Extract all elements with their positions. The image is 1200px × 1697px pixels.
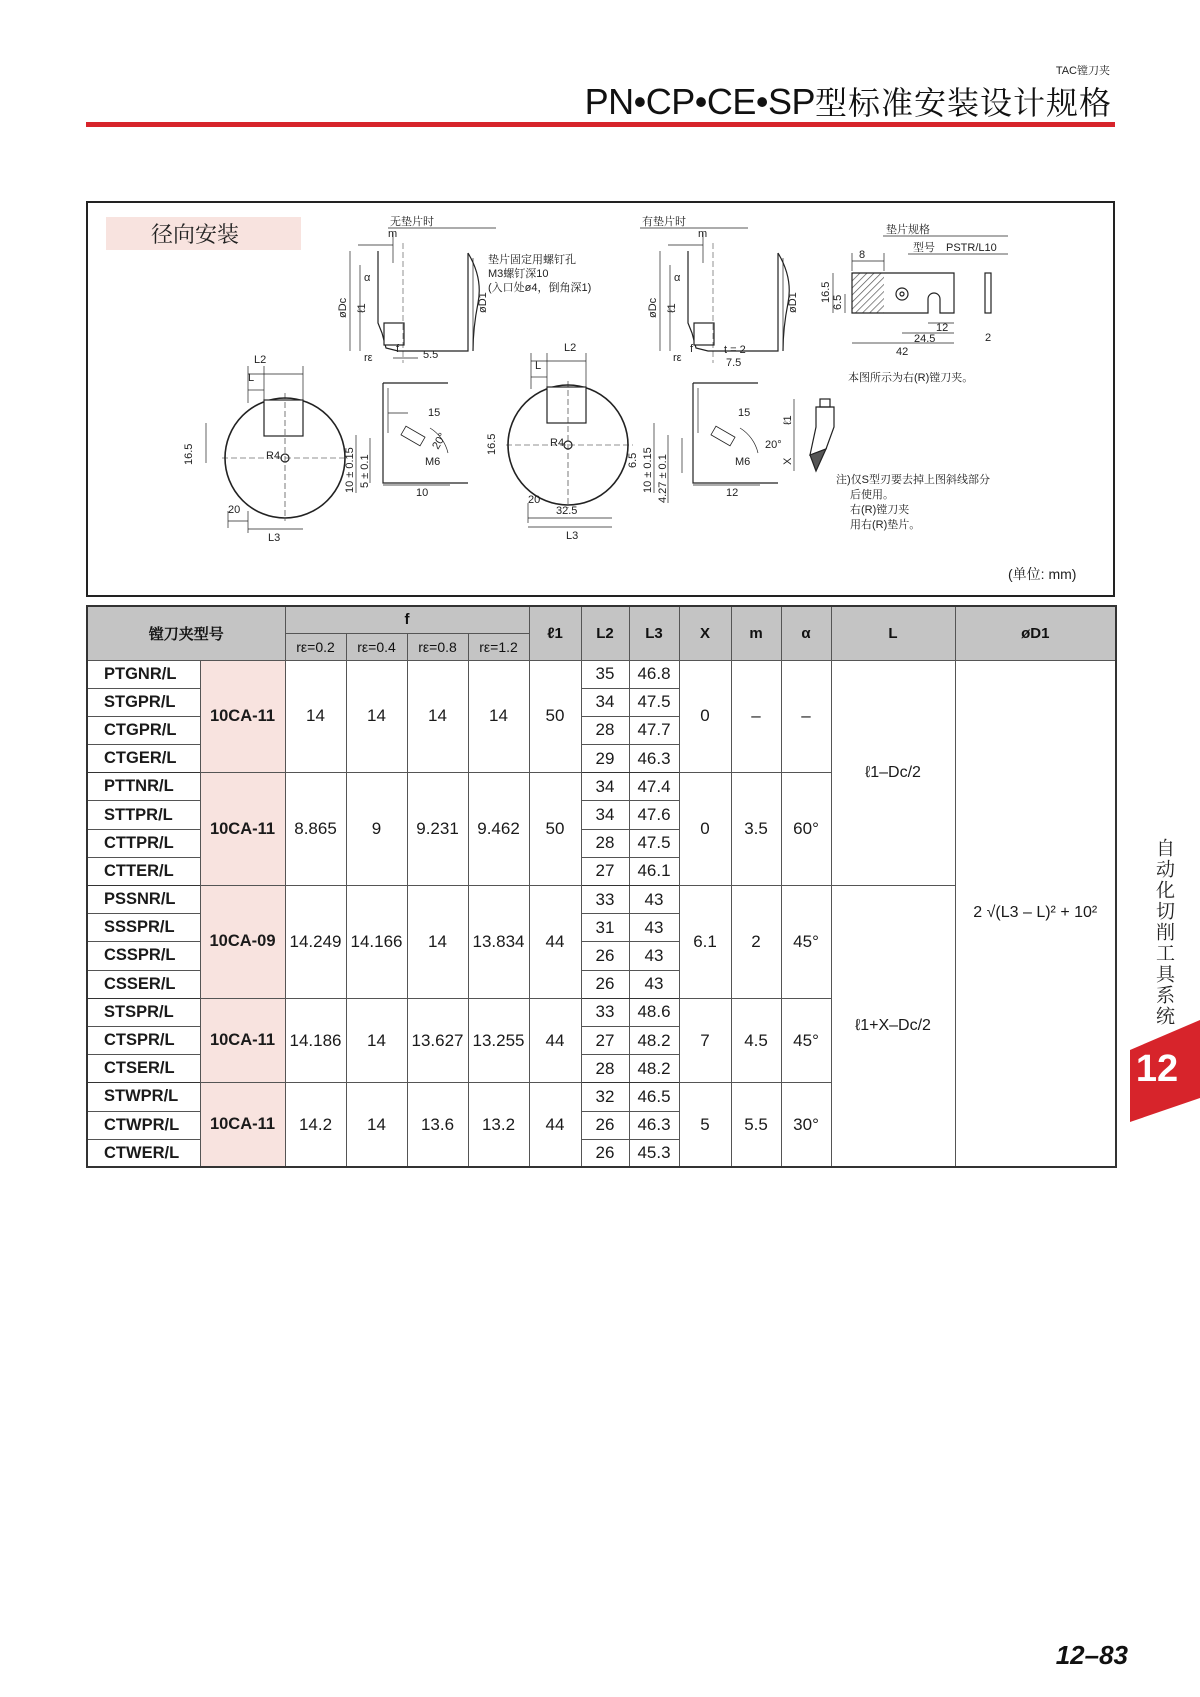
dim-L3-right: L3: [566, 530, 579, 542]
th-f: f: [285, 606, 529, 633]
dim-6.5: 6.5: [627, 452, 639, 468]
dim-10tol: 10 ± 0.15: [344, 447, 356, 493]
cell-f-re02: 14: [285, 660, 346, 773]
cell-f-re04: 14: [346, 660, 407, 773]
dim-16.5-right: 16.5: [486, 433, 498, 455]
cell-model: PTTNR/L: [87, 773, 200, 801]
shim-model-value: PSTR/L10: [946, 242, 997, 254]
dim-20-right: 20: [528, 494, 541, 506]
th-D1: øD1: [955, 606, 1116, 660]
cell-L2: 32: [581, 1083, 629, 1111]
th-re08: rε=0.8: [407, 633, 468, 660]
cell-f-re12: 14: [468, 660, 529, 773]
screw-note-2: M3螺钉深10: [488, 268, 549, 280]
th-l1: ℓ1: [529, 606, 581, 660]
dim-D1-left: øD1: [477, 292, 489, 313]
cell-L3: 46.8: [629, 660, 679, 688]
cell-L3: 48.2: [629, 1055, 679, 1083]
cell-L-formula-2: ℓ1+X–Dc/2: [831, 886, 955, 1168]
cell-L2: 28: [581, 716, 629, 744]
cell-model: CTWPR/L: [87, 1111, 200, 1139]
cell-L2: 27: [581, 1026, 629, 1054]
cell-X: 0: [679, 660, 731, 773]
cell-model: CTSPR/L: [87, 1026, 200, 1054]
cell-X: 7: [679, 998, 731, 1083]
dim-Dc-left: øDc: [337, 297, 349, 318]
dim-20deg-left: 20°: [430, 431, 449, 452]
cell-f-re04: 14: [346, 1083, 407, 1168]
cell-L2: 31: [581, 914, 629, 942]
table-row: [87, 660, 1116, 688]
dim-5tol: 5 ± 0.1: [359, 454, 371, 488]
dim-32.5: 32.5: [556, 505, 578, 517]
front-view-right: [506, 353, 633, 527]
shim-dim-6.5: 6.5: [832, 294, 844, 310]
cell-model: CTTER/L: [87, 857, 200, 885]
cell-f-re08: 14: [407, 886, 468, 999]
note-1: 注)仅S型刃要去掉上图斜线部分: [836, 474, 990, 486]
cell-L3: 46.1: [629, 857, 679, 885]
th-L: L: [831, 606, 955, 660]
cell-f-re08: 9.231: [407, 773, 468, 886]
cell-f-re02: 14.186: [285, 998, 346, 1083]
cell-L2: 26: [581, 1111, 629, 1139]
cell-alpha: 45°: [781, 998, 831, 1083]
dim-re-right: rε: [673, 352, 682, 364]
cell-m: 4.5: [731, 998, 781, 1083]
cell-L2: 29: [581, 745, 629, 773]
dim-12-right: 12: [726, 487, 739, 499]
cell-insert: 10CA-09: [200, 886, 285, 999]
th-X: X: [679, 606, 731, 660]
cell-L3: 43: [629, 970, 679, 998]
page-title: [585, 78, 1112, 124]
dim-L2-right: L2: [564, 342, 577, 354]
cell-l1: 50: [529, 773, 581, 886]
cell-L2: 26: [581, 970, 629, 998]
th-re12: rε=1.2: [468, 633, 529, 660]
dim-re-left: rε: [364, 352, 373, 364]
cell-model: CTGPR/L: [87, 716, 200, 744]
cell-model: CTTPR/L: [87, 829, 200, 857]
cell-model: STSPR/L: [87, 998, 200, 1026]
dim-5.5: 5.5: [423, 349, 439, 361]
dim-10tol-right: 10 ± 0.15: [642, 447, 654, 493]
header-rule: [86, 122, 1115, 127]
cell-l1: 50: [529, 660, 581, 773]
cell-m: 5.5: [731, 1083, 781, 1168]
installation-diagram-svg: [88, 203, 1113, 595]
insert-side-drawing: [794, 399, 834, 471]
cell-L3: 47.5: [629, 829, 679, 857]
shim-dim-2: 2: [985, 332, 992, 344]
shim-dim-8: 8: [859, 249, 866, 261]
right-note: 本图所示为右(R)镗刀夹。: [848, 372, 974, 384]
cell-l1: 44: [529, 1083, 581, 1168]
cell-L2: 34: [581, 801, 629, 829]
shim-spec-title: 垫片规格: [886, 224, 930, 236]
cell-L3: 43: [629, 886, 679, 914]
cell-alpha: 30°: [781, 1083, 831, 1168]
cell-model: CTWER/L: [87, 1139, 200, 1167]
page-title-cn: 型标准安装设计规格: [814, 85, 1112, 121]
dim-m-right: m: [698, 228, 708, 240]
dim-Dc-right: øDc: [647, 297, 659, 318]
cell-f-re04: 9: [346, 773, 407, 886]
cell-f-re12: 13.834: [468, 886, 529, 999]
dim-l1-right: ℓ1: [666, 303, 678, 313]
note-2: 后使用。: [850, 489, 894, 501]
cell-L2: 35: [581, 660, 629, 688]
cell-L2: 28: [581, 829, 629, 857]
cell-insert: 10CA-11: [200, 773, 285, 886]
dim-16.5-left: 16.5: [183, 443, 195, 465]
note-3: 右(R)镗刀夹: [850, 504, 910, 516]
cell-L2: 34: [581, 773, 629, 801]
screw-note-1: 垫片固定用螺钉孔: [488, 254, 576, 266]
side-section-label: 自动化切削工具系统: [1153, 838, 1175, 1027]
dim-15-left: 15: [428, 407, 441, 419]
unit-note: (单位: mm): [1008, 566, 1077, 582]
cell-m: 2: [731, 886, 781, 999]
dim-7.5: 7.5: [726, 357, 742, 369]
installation-diagram: [86, 201, 1115, 597]
dim-alpha-left: α: [364, 272, 371, 284]
cell-model: PSSNR/L: [87, 886, 200, 914]
th-re02: rε=0.2: [285, 633, 346, 660]
cell-f-re08: 13.627: [407, 998, 468, 1083]
cell-model: STGPR/L: [87, 688, 200, 716]
cell-L3: 46.5: [629, 1083, 679, 1111]
cell-f-re08: 14: [407, 660, 468, 773]
cell-L2: 34: [581, 688, 629, 716]
cell-alpha: 60°: [781, 773, 831, 886]
cell-L2: 27: [581, 857, 629, 885]
cell-model: STWPR/L: [87, 1083, 200, 1111]
th-holder: 镗刀夹型号: [87, 606, 285, 660]
dim-alpha-right: α: [674, 272, 681, 284]
cell-alpha: 45°: [781, 886, 831, 999]
cell-model: PTGNR/L: [87, 660, 200, 688]
cell-L3: 48.2: [629, 1026, 679, 1054]
side-chapter-number: 12: [1135, 1048, 1179, 1090]
cell-insert: 10CA-11: [200, 660, 285, 773]
cell-L2: 28: [581, 1055, 629, 1083]
cell-L3: 45.3: [629, 1139, 679, 1167]
cell-L3: 43: [629, 914, 679, 942]
dim-20-left: 20: [228, 504, 241, 516]
section-title: 径向安装: [151, 222, 240, 247]
dim-15-right: 15: [738, 407, 751, 419]
th-alpha: α: [781, 606, 831, 660]
shim-dim-16.5: 16.5: [820, 281, 832, 303]
shim-drawing: [833, 253, 991, 343]
cell-D1-formula: 2 √(L3 – L)² + 10²: [955, 660, 1116, 1167]
cell-f-re12: 13.2: [468, 1083, 529, 1168]
dim-f-right: f: [690, 343, 694, 355]
dim-D1-right: øD1: [787, 292, 799, 313]
dim-L-left: L: [248, 372, 255, 384]
cell-L3: 46.3: [629, 1111, 679, 1139]
note-4: 用右(R)垫片。: [850, 519, 921, 531]
cell-L2: 26: [581, 1139, 629, 1167]
cell-model: CTGER/L: [87, 745, 200, 773]
cell-model: CSSPR/L: [87, 942, 200, 970]
cell-f-re02: 14.2: [285, 1083, 346, 1168]
dim-L-right: L: [535, 360, 542, 372]
dim-R4-right: R4: [550, 437, 565, 449]
cell-alpha: –: [781, 660, 831, 773]
cell-L2: 33: [581, 886, 629, 914]
cell-model: SSSPR/L: [87, 914, 200, 942]
cell-f-re02: 8.865: [285, 773, 346, 886]
cell-X: 0: [679, 773, 731, 886]
dim-l1-left: ℓ1: [356, 303, 368, 313]
cell-X: 6.1: [679, 886, 731, 999]
cell-L2: 33: [581, 998, 629, 1026]
th-L2: L2: [581, 606, 629, 660]
screw-note-3: (入口处ø4，倒角深1): [488, 282, 592, 294]
cell-l1: 44: [529, 998, 581, 1083]
cell-f-re02: 14.249: [285, 886, 346, 999]
cell-insert: 10CA-11: [200, 998, 285, 1083]
cell-insert: 10CA-11: [200, 1083, 285, 1168]
dim-t2: t = 2: [724, 344, 746, 356]
dim-m-left: m: [388, 228, 398, 240]
cell-l1: 44: [529, 886, 581, 999]
label-without-shim: 无垫片时: [390, 216, 434, 228]
cell-L3: 47.7: [629, 716, 679, 744]
cell-L3: 47.6: [629, 801, 679, 829]
cell-f-re12: 13.255: [468, 998, 529, 1083]
shim-model-label: 型号: [913, 242, 935, 254]
th-m: m: [731, 606, 781, 660]
dim-R4-left: R4: [266, 450, 281, 462]
dim-4.27tol: 4.27 ± 0.1: [657, 454, 669, 503]
dim-f-left: f: [396, 343, 400, 355]
insert-dim-X: X: [782, 457, 794, 465]
cell-m: 3.5: [731, 773, 781, 886]
shim-dim-42: 42: [896, 346, 909, 358]
insert-dim-20deg: 20°: [765, 439, 782, 451]
cell-f-re04: 14: [346, 998, 407, 1083]
cell-L3: 43: [629, 942, 679, 970]
dim-M6-right: M6: [735, 456, 751, 468]
dim-L2-left: L2: [254, 354, 267, 366]
page-number: 12–83: [1055, 1640, 1128, 1670]
cell-L2: 26: [581, 942, 629, 970]
spec-table: [86, 605, 1117, 1168]
cell-L3: 48.6: [629, 998, 679, 1026]
cell-f-re04: 14.166: [346, 886, 407, 999]
cell-f-re12: 9.462: [468, 773, 529, 886]
cell-f-re08: 13.6: [407, 1083, 468, 1168]
cell-L-formula-1: ℓ1–Dc/2: [831, 660, 955, 886]
th-L3: L3: [629, 606, 679, 660]
cell-L3: 47.5: [629, 688, 679, 716]
shim-dim-24.5: 24.5: [914, 333, 936, 345]
label-with-shim: 有垫片时: [642, 216, 686, 228]
cell-X: 5: [679, 1083, 731, 1168]
dim-M6-left: M6: [425, 456, 441, 468]
dim-10-left: 10: [416, 487, 429, 499]
insert-dim-l1: ℓ1: [782, 415, 794, 425]
cell-model: STTPR/L: [87, 801, 200, 829]
header-category: TAC镗刀夹: [1055, 65, 1110, 77]
th-re04: rε=0.4: [346, 633, 407, 660]
cell-L3: 46.3: [629, 745, 679, 773]
cell-m: –: [731, 660, 781, 773]
page-title-latin: PN•CP•CE•SP: [584, 81, 815, 122]
cell-L3: 47.4: [629, 773, 679, 801]
cell-model: CTSER/L: [87, 1055, 200, 1083]
shim-dim-12: 12: [936, 322, 949, 334]
cell-model: CSSER/L: [87, 970, 200, 998]
dim-L3-left: L3: [268, 532, 281, 544]
